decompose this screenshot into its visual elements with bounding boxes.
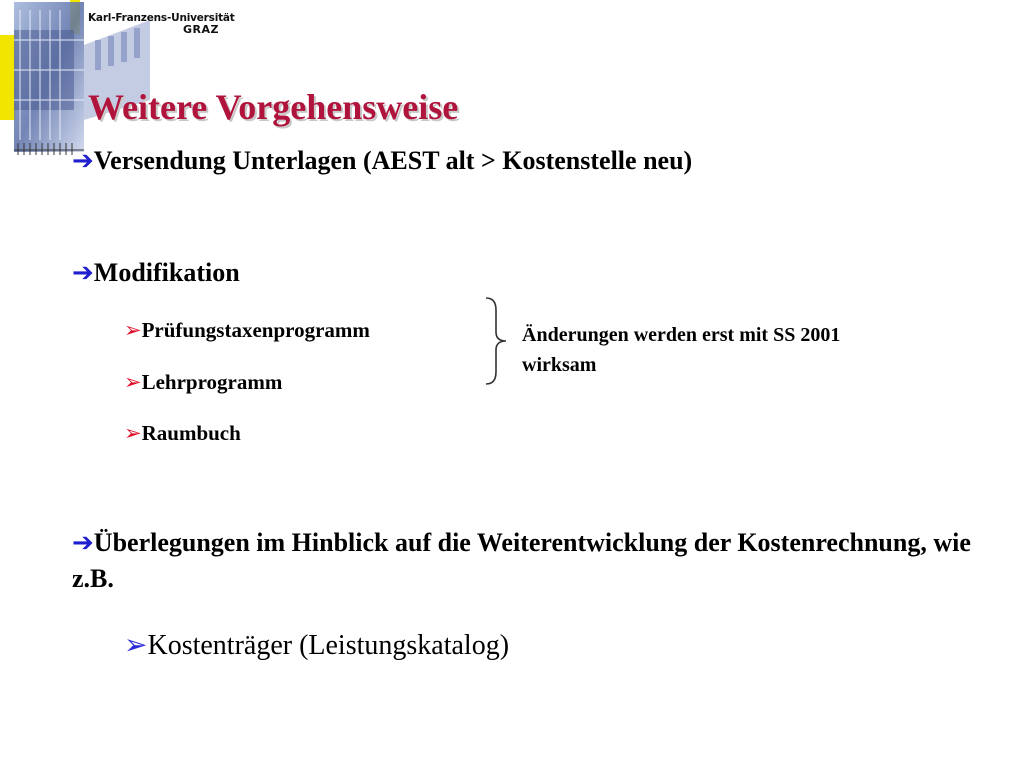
sub-bullet-text: Raumbuch xyxy=(141,421,241,445)
triangle-right-icon: ➢ xyxy=(124,318,142,342)
sub-bullet-pruefungstaxenprogramm xyxy=(124,318,370,343)
sub-bullet-lehrprogramm xyxy=(124,370,282,395)
triangle-right-icon: ➢ xyxy=(124,370,142,394)
slide-title: Weitere Vorgehensweise xyxy=(88,87,459,127)
arrow-right-icon: ➔ xyxy=(72,258,94,288)
sub-bullet-text: Prüfungstaxenprogramm xyxy=(141,318,370,342)
bullet-text: Versendung Unterlagen (AEST alt > Kostenstelle neu) xyxy=(93,146,693,175)
bullet-versendung xyxy=(72,146,692,176)
arrow-right-icon: ➔ xyxy=(72,146,94,176)
bullet-modifikation xyxy=(72,258,240,288)
sub-bullet-raumbuch xyxy=(124,421,241,446)
university-name: Karl-Franzens-Universität xyxy=(88,12,235,24)
bullet-text: Überlegungen im Hinblick auf die Weiterentwicklung der Kostenrechnung, wie z.B. xyxy=(72,528,971,593)
curly-brace-icon xyxy=(480,296,510,386)
arrow-right-icon: ➔ xyxy=(72,528,94,558)
sub-bullet-text: Kostenträger (Leistungskatalog) xyxy=(147,630,510,661)
bullet-text: Modifikation xyxy=(93,258,240,287)
sub-bullet-kostentraeger xyxy=(124,628,509,662)
triangle-right-icon: ➢ xyxy=(124,421,142,445)
sub-bullet-text: Lehrprogramm xyxy=(141,370,283,394)
university-city: GRAZ xyxy=(183,23,219,36)
brace-note: Änderungen werden erst mit SS 2001 wirksam xyxy=(522,324,841,376)
triangle-right-icon: ➢ xyxy=(124,628,148,661)
bullet-ueberlegungen xyxy=(72,525,972,597)
